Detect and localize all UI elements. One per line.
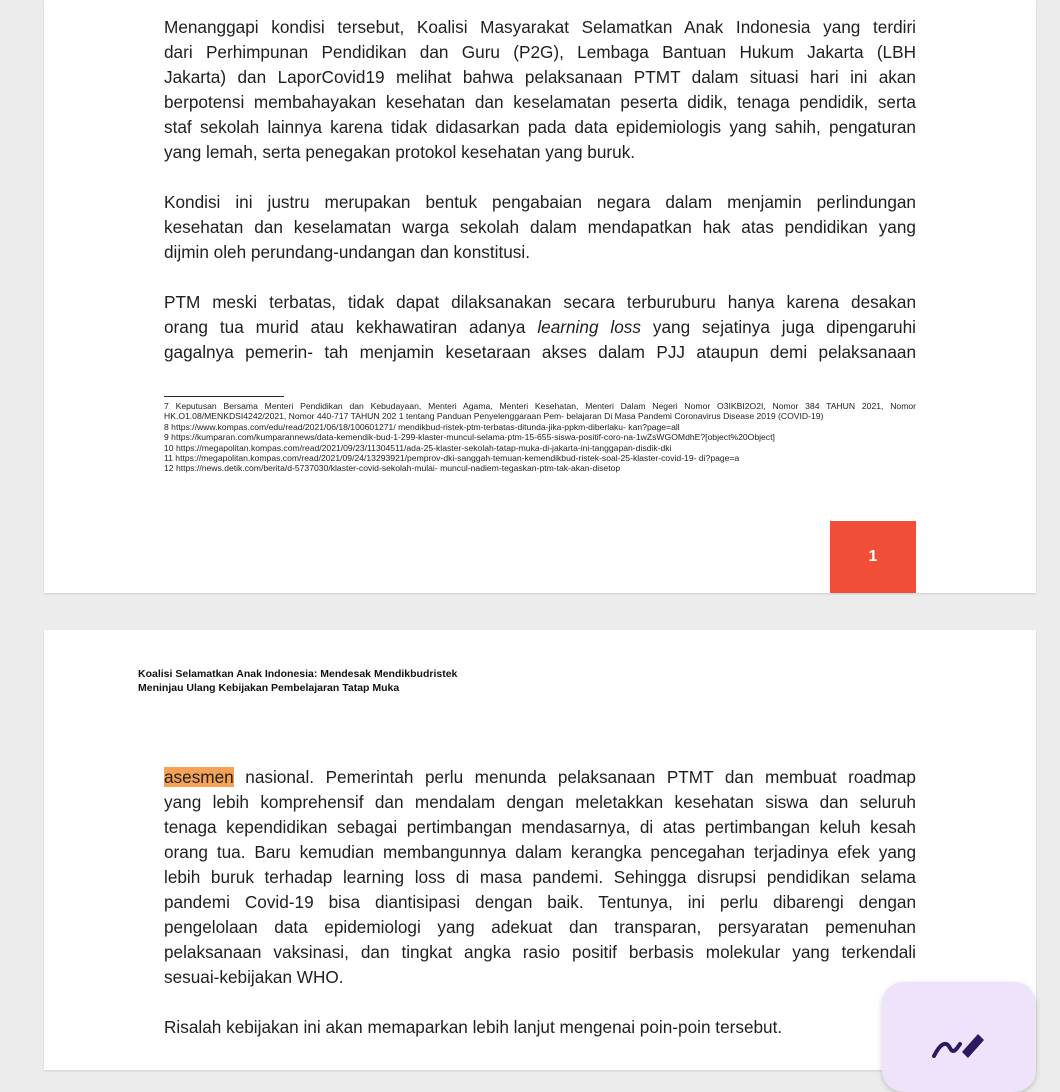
text-line: yang lebih komprehensif dan mendalam dengan meletakkan kesehatan siswa dan seluruh <box>164 792 916 812</box>
text-line: PTM meski terbatas, tidak dapat dilaksanakan secara terburuburu hanya karena desakan <box>164 292 916 312</box>
text-line: pengelolaan data epidemiologi yang adekuat dan transparan, persyaratan pemenuhan <box>164 917 916 937</box>
highlighted-text[interactable]: asesmen <box>164 767 234 787</box>
document-page-1 <box>44 0 1036 593</box>
italic-term: learning loss <box>537 317 641 337</box>
footnote-11[interactable]: 11 https://megapolitan.kompas.com/read/2021/09/24/13293921/pemprov-dki-sanggah-temuan-kemendikbud-ristek-soal-25-klaster-covid-19- di?page=a <box>164 453 740 464</box>
text-line: gagalnya pemerin- tah menjamin kesetaraan akses dalam PJJ ataupun demi pelaksanaan <box>164 342 916 362</box>
page-header <box>138 668 457 695</box>
text-line: orang tua. Baru kemudian membangunnya dalam kerangka pencegahan terjadinya efek yang <box>164 842 916 862</box>
paragraph-1 <box>164 15 916 165</box>
text-line: Risalah kebijakan ini akan memaparkan lebih lanjut mengenai poin-poin tersebut. <box>164 1017 783 1037</box>
text-line: dijmin oleh perundang-undangan dan konstitusi. <box>164 242 530 262</box>
text-line: dari Perhimpunan Pendidikan dan Guru (P2G), Lembaga Bantuan Hukum Jakarta (LBH <box>164 42 916 62</box>
text-line: sesuai-kebijakan WHO. <box>164 967 344 987</box>
footnote-8[interactable]: 8 https://www.kompas.com/edu/read/2021/06/18/100601271/ mendikbud-ristek-ptm-terbatas-ditunda-jika-ppkm-diberlaku- kan?page=all <box>164 421 680 432</box>
text-line: staf sekolah lainnya karena tidak didasarkan pada data epidemiologis yang sahih, pengaturan <box>164 117 916 137</box>
footnote-9[interactable]: 9 https://kumparan.com/kumparannews/data-kemendik-bud-1-299-klaster-muncul-selama-ptm-15-655-siswa-positif-coro-na-1wZsWGOMdhE?[object%20Object] <box>164 432 775 443</box>
text-line: Jakarta) dan LaporCovid19 melihat bahwa pelaksanaan PTMT dalam situasi hari ini akan <box>164 67 916 87</box>
text-line: tenaga kependidikan sebagai pertimbangan mendasarnya, di atas pertimbangan keluh kesah <box>164 817 916 837</box>
text-line: Kondisi ini justru merupakan bentuk pengabaian negara dalam menjamin perlindungan <box>164 192 916 212</box>
text-line: lebih buruk terhadap learning loss di masa pandemi. Sehingga disrupsi pendidikan selama <box>164 867 916 887</box>
footnote-10[interactable]: 10 https://megapolitan.kompas.com/read/2021/09/23/11304511/ada-25-klaster-sekolah-tatap-muka-di-jakarta-ini-tanggapan-disdik-dki <box>164 442 672 453</box>
pen-edit-icon <box>926 1026 986 1066</box>
footnote-12[interactable]: 12 https://news.detik.com/berita/d-5737030/klaster-covid-sekolah-mulai- muncul-nadiem-tegaskan-ptm-tak-akan-disetop <box>164 463 621 474</box>
edit-fab-button[interactable] <box>882 982 1036 1092</box>
text-line <box>164 315 916 340</box>
paragraph-2 <box>164 190 916 265</box>
text-line: yang lemah, serta penegakan protokol kesehatan yang buruk. <box>164 142 636 162</box>
page-number-badge: 1 <box>830 521 916 593</box>
text-line: berpotensi membahayakan kesehatan dan keselamatan peserta didik, tenaga pendidik, serta <box>164 92 916 112</box>
header-line: Koalisi Selamatkan Anak Indonesia: Mendesak Mendikbudristek <box>138 668 458 680</box>
text-line: kesehatan dan keselamatan warga sekolah dalam mendapatkan hak atas pendidikan yang <box>164 217 916 237</box>
text-line: pandemi Covid-19 bisa diantisipasi dengan baik. Tentunya, ini perlu dibarengi dengan <box>164 892 916 912</box>
text-line: Menanggapi kondisi tersebut, Koalisi Masyarakat Selamatkan Anak Indonesia yang terdiri <box>164 17 916 37</box>
text-segment: yang sejatinya juga dipengaruhi <box>640 317 916 337</box>
footnotes <box>164 401 916 474</box>
paragraph-5 <box>164 1015 916 1040</box>
footnote-7: 7 Keputusan Bersama Menteri Pendidikan dan Kebudayaan, Menteri Agama, Menteri Kesehatan, Menteri Dalam Negeri Nomor O3IKBI2O2I, Nomor 384 TAHUN 2021, Nomor HK.O1.08/MENKDSI4242/2021, Nomor 440-717 TAHUN 202 1 tentang Panduan Penyelenggaraan Pem- belajaran Di Masa Pandemi Coronavirus Disease 2019 (COVID-19) <box>164 401 916 422</box>
text-line: pelaksanaan vaksinasi, dan tingkat angka rasio positif berbasis molekular yang terkendali <box>164 942 916 962</box>
text-segment: nasional. Pemerintah perlu menunda pelaksanaan PTMT dan membuat roadmap <box>233 767 916 787</box>
paragraph-4 <box>164 765 916 990</box>
paragraph-3 <box>164 290 916 365</box>
text-segment: orang tua murid atau kekhawatiran adanya <box>164 317 538 337</box>
header-line: Meninjau Ulang Kebijakan Pembelajaran Tatap Muka <box>138 681 400 694</box>
text-line <box>164 765 916 790</box>
footnote-divider <box>164 396 284 397</box>
